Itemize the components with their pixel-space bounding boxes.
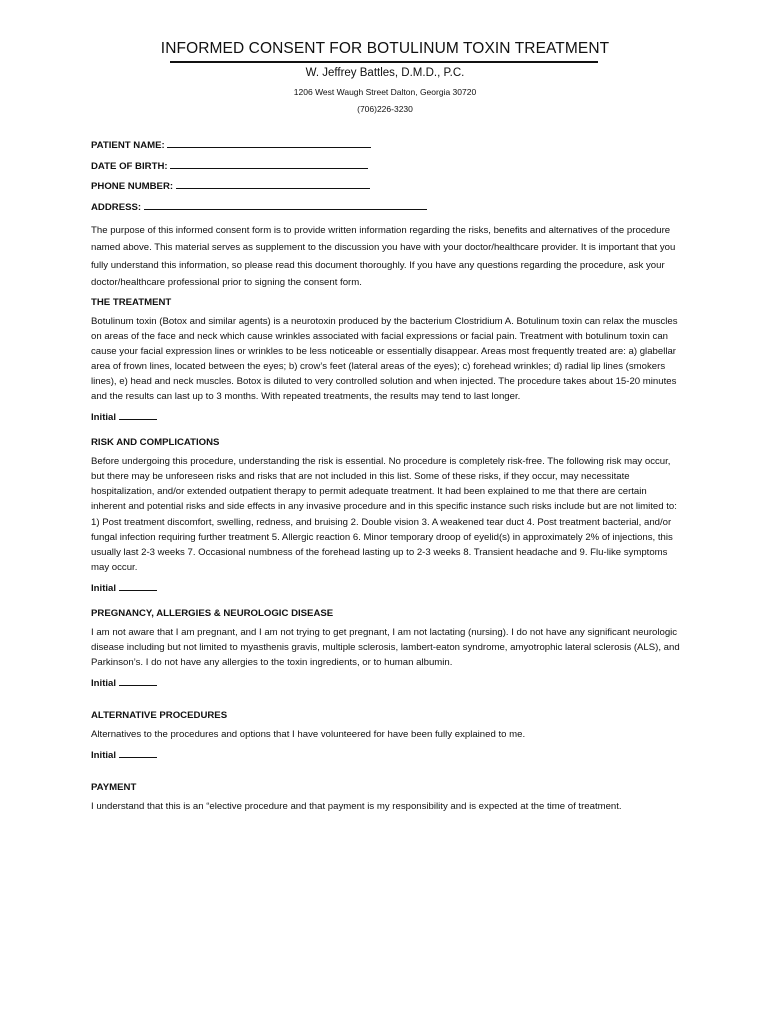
pregnancy-initial[interactable] xyxy=(91,676,683,691)
treatment-text: Botulinum toxin (Botox and similar agents) is a neurotoxin produced by the bacterium Clostridium A. Botulinum toxin can relax the muscles on areas of the face and neck which cause wrinkles associated with facial expressions or facial pain. Treatment with botulinum toxin can cause your facial expression lines or wrinkles to be less noticeable or essentially disappear. Areas most frequently treated are: a) glabellar area of frown lines, located between the eyes; b) crow’s feet (lateral areas of the eyes); c) forehead wrinkles; d) radial lip lines (smokers lines), e) head and neck muscles. Botox is diluted to very controlled solution and when injected. The procedure takes about 15-20 minutes and the results can last up to 3 months. With repeated treatments, the results may tend to last longer. xyxy=(91,315,678,403)
patient-name-field[interactable] xyxy=(91,138,683,159)
form-header xyxy=(0,40,770,60)
phone-number-field[interactable] xyxy=(91,179,683,200)
initial-label: Initial xyxy=(91,582,117,594)
pregnancy-heading: PREGNANCY, ALLERGIES & NEUROLOGIC DISEASE xyxy=(91,607,334,619)
payment-heading: PAYMENT xyxy=(91,782,137,794)
payment-text: I understand that this is an “elective procedure and that payment is my responsibility and is expected at the time of treatment. xyxy=(91,801,622,813)
date-of-birth-blank[interactable] xyxy=(170,159,368,169)
risks-text: Before undergoing this procedure, understanding the risk is essential. No procedure is completely risk-free. The following risk may occur, but there may be unforeseen risks and risks that are not included in this list. Some of these risks, if they occur, may necessitate hospitalization, and/or extended outpatient therapy to permit adequate treatment. It had been explained to me that there are certain inherent and potential risks and side effects in any invasive procedure and in this specific instance such risks include but are not limited to: 1) Post treatment discomfort, swelling, redness, and bruising 2. Double vision 3. A weakened tear duct 4. Post treatment bacterial, and/or fungal infection requiring further treatment 5. Allergic reaction 6. Minor temporary droop of eyelid(s) in approximately 2% of injections, this usually last 2-3 weeks 7. Occasional numbness of the forehead lasting up to 2-3 weeks 8. Transient headache and 9. Flu-like symptoms may occur. xyxy=(91,456,677,573)
address-label: ADDRESS: xyxy=(91,201,142,213)
form-body xyxy=(91,138,683,814)
practice-address: 1206 West Waugh Street Dalton, Georgia 30720 xyxy=(293,87,477,97)
risks-heading: RISK AND COMPLICATIONS xyxy=(91,437,220,449)
patient-name-blank[interactable] xyxy=(167,138,371,148)
initial-label: Initial xyxy=(91,412,117,424)
alternatives-initial[interactable] xyxy=(91,748,683,763)
title-underline xyxy=(170,61,598,63)
form-title: INFORMED CONSENT FOR BOTULINUM TOXIN TREATMENT xyxy=(160,40,610,57)
address-blank[interactable] xyxy=(144,200,427,210)
date-of-birth-field[interactable] xyxy=(91,159,683,180)
practice-phone: (706)226-3230 xyxy=(357,104,413,114)
practice-name: W. Jeffrey Battles, D.M.D., P.C. xyxy=(305,67,465,79)
initial-label: Initial xyxy=(91,750,117,762)
treatment-heading: THE TREATMENT xyxy=(91,296,172,308)
address-field[interactable] xyxy=(91,200,683,221)
intro-paragraph: The purpose of this informed consent form is to provide written information regarding the risks, benefits and alternatives of the procedure named above. This material serves as supplement to the discussion you have with your doctor/healthcare provider. It is important that you fully understand this information, so please read this document thoroughly. If you have any questions regarding the procedure, ask your doctor/healthcare professional prior to signing the consent form. xyxy=(91,225,676,289)
alternatives-heading: ALTERNATIVE PROCEDURES xyxy=(91,710,228,722)
initial-blank[interactable] xyxy=(119,410,157,420)
risks-initial[interactable] xyxy=(91,581,683,596)
patient-name-label: PATIENT NAME: xyxy=(91,140,165,151)
initial-blank[interactable] xyxy=(119,676,157,686)
date-of-birth-label: DATE OF BIRTH: xyxy=(91,160,168,172)
initial-blank[interactable] xyxy=(119,581,157,591)
treatment-initial[interactable] xyxy=(91,410,683,425)
phone-number-blank[interactable] xyxy=(176,179,370,189)
pregnancy-text: I am not aware that I am pregnant, and I am not trying to get pregnant, I am not lactating (nursing). I do not have any significant neurologic disease including but not limited to myasthenis gravis, multiple sclerosis, lambert-eaton syndrome, amyotrophic lateral sclerosis (ALS), and Parkinson’s. I do not have any allergies to the toxin ingredients, or to human albumin. xyxy=(91,626,680,669)
phone-number-label: PHONE NUMBER: xyxy=(91,181,174,192)
initial-blank[interactable] xyxy=(119,748,157,758)
initial-label: Initial xyxy=(91,678,117,690)
alternatives-text: Alternatives to the procedures and options that I have volunteered for have been fully explained to me. xyxy=(91,729,526,741)
